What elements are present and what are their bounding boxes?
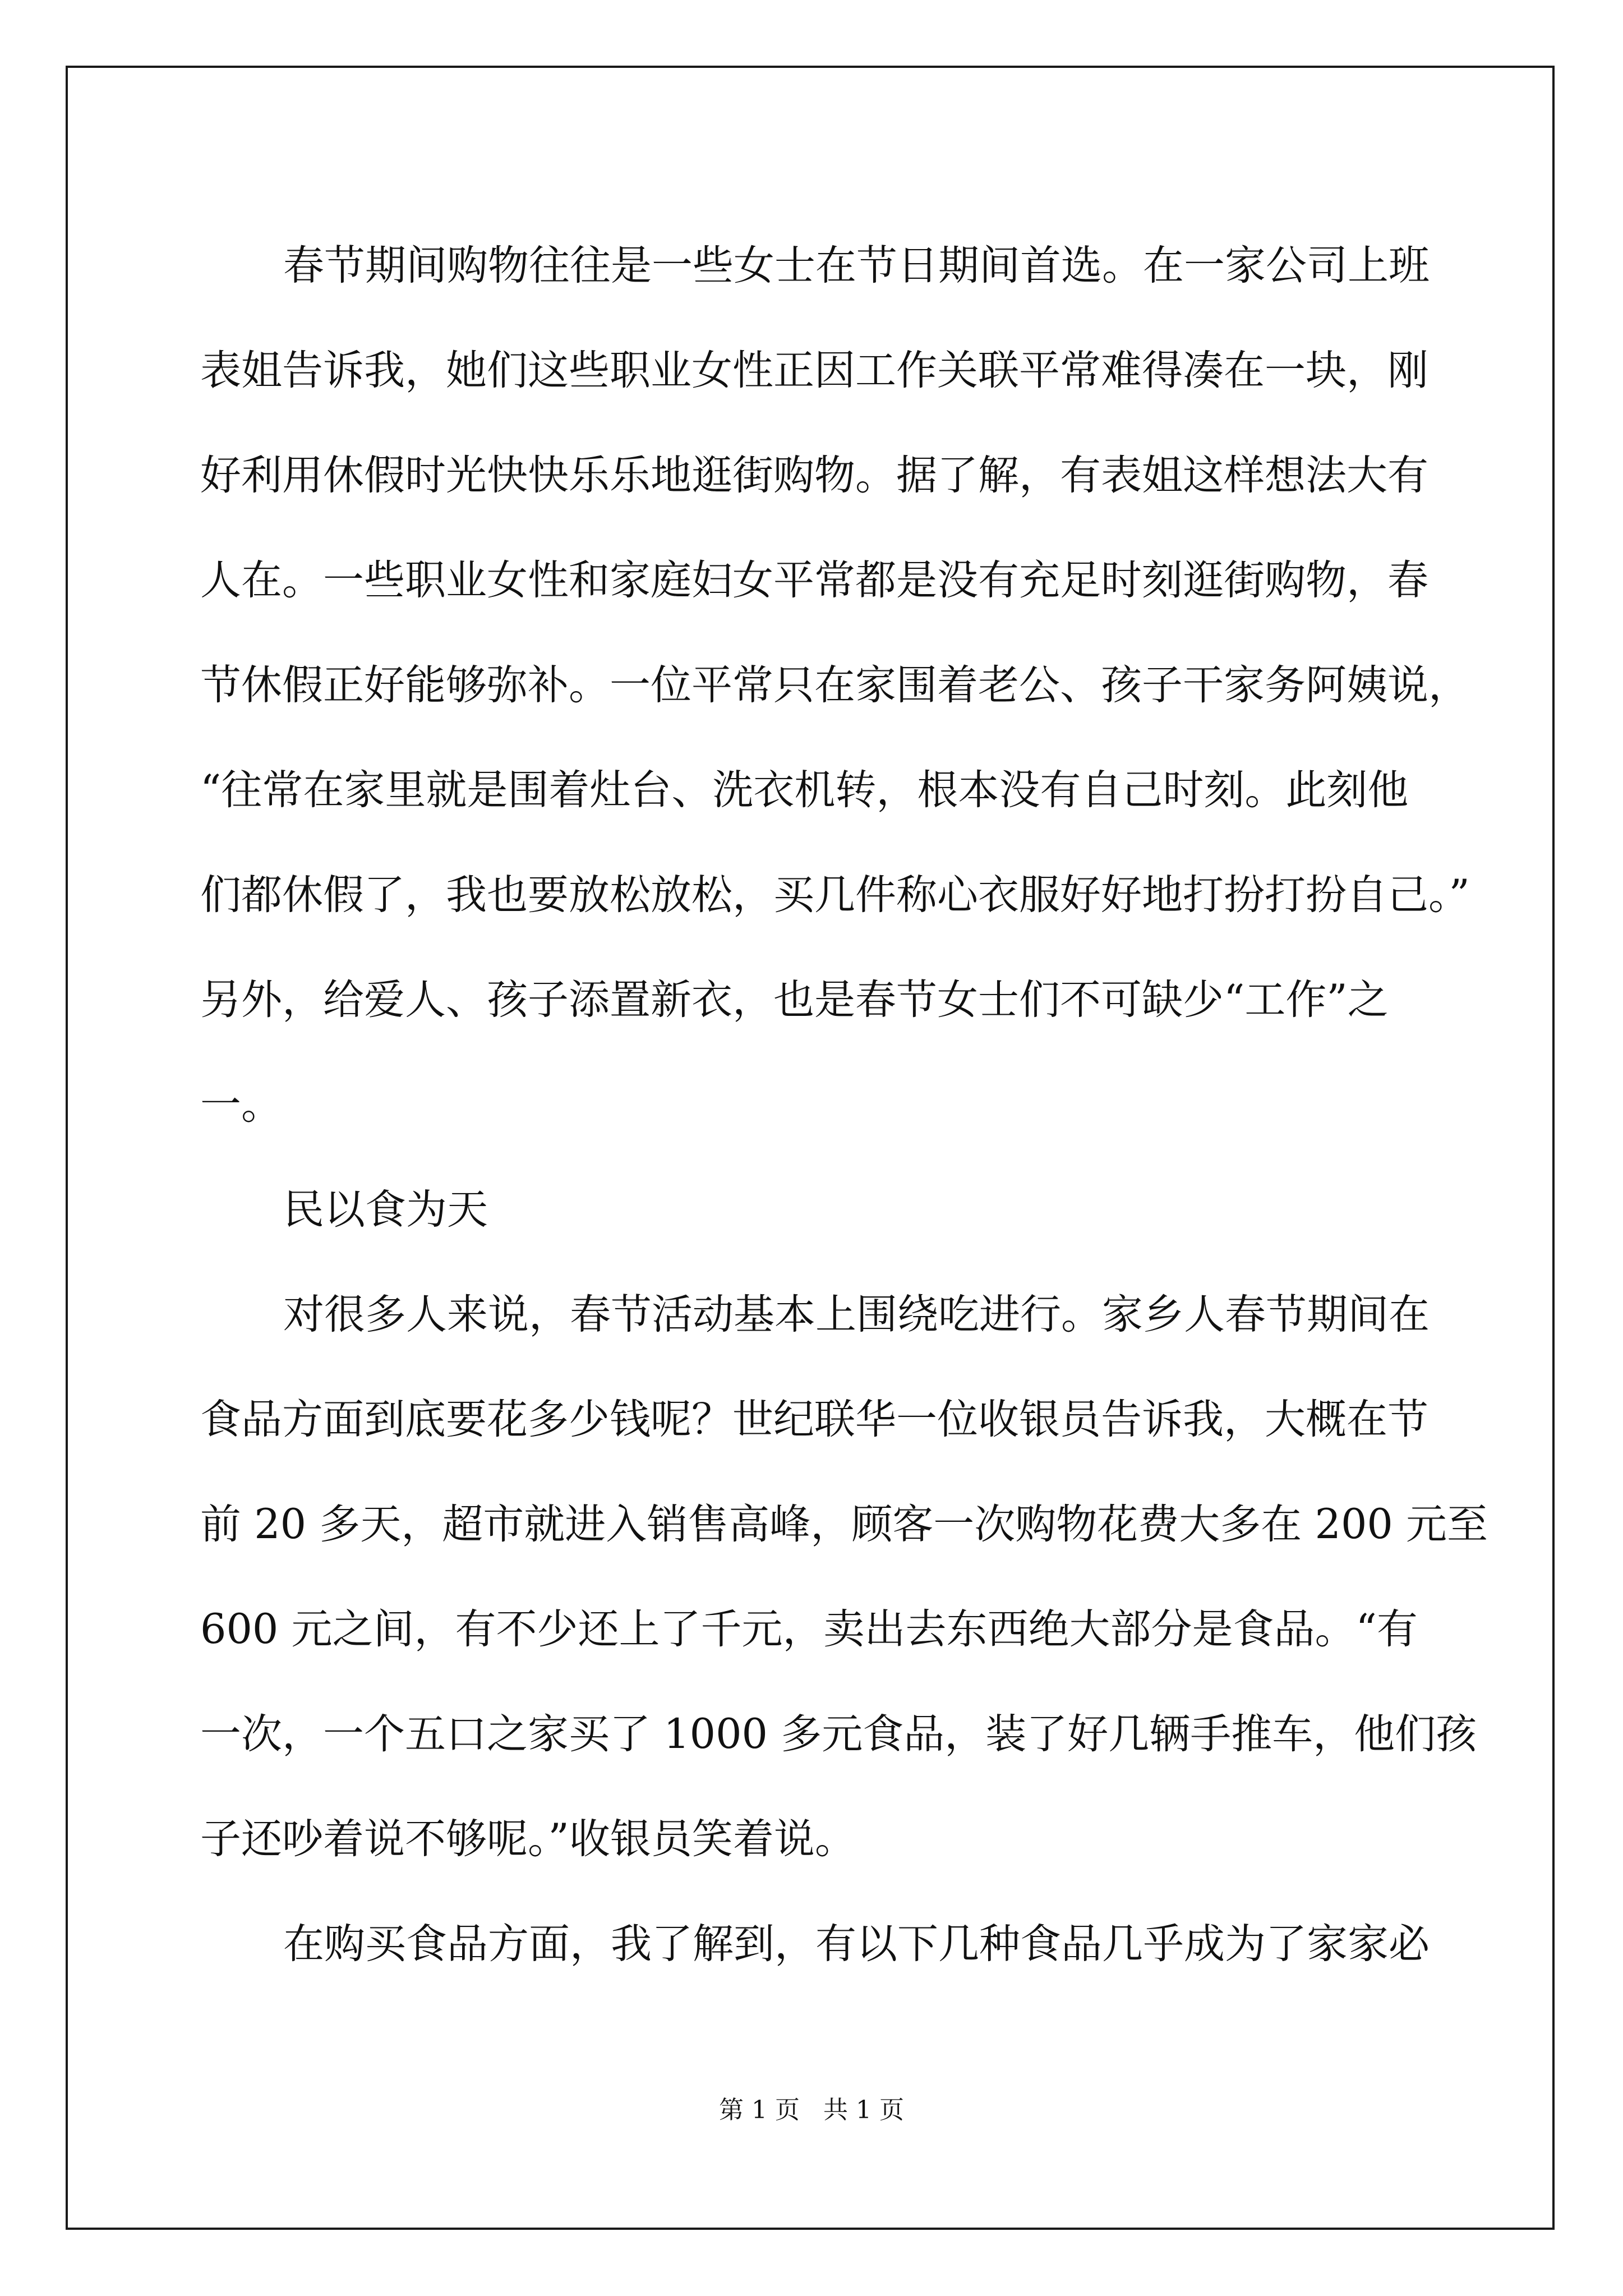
text-line: 一次，一个五口之家买了 1000 多元食品，装了好几辆手推车，他们孩	[200, 1710, 1477, 1758]
text-line: 们都休假了，我也要放松放松，买几件称心衣服好好地打扮打扮自己。”	[200, 871, 1470, 919]
text-line: 另外，给爱人、孩子添置新衣，也是春节女士们不可缺少“工作”之	[200, 976, 1389, 1024]
section-heading: 民以食为天	[283, 1186, 488, 1234]
text-line: 好利用休假时光快快乐乐地逛街购物。据了解，有表姐这样想法大有	[200, 452, 1428, 499]
text-line: “往常在家里就是围着灶台、洗衣机转，根本没有自己时刻。此刻他	[200, 766, 1409, 814]
text-line: 对很多人来说，春节活动基本上围绕吃进行。家乡人春节期间在	[283, 1291, 1430, 1338]
page-number: 第 1 页	[719, 2096, 800, 2124]
text-line: 人在。一些职业女性和家庭妇女平常都是没有充足时刻逛街购物，春	[200, 556, 1428, 604]
text-line: 食品方面到底要花多少钱呢？世纪联华一位收银员告诉我，大概在节	[200, 1396, 1428, 1443]
text-line: 表姐告诉我，她们这些职业女性正因工作关联平常难得凑在一块，刚	[200, 347, 1428, 394]
text-line: 在购买食品方面，我了解到，有以下几种食品几乎成为了家家必	[283, 1920, 1430, 1968]
text-line: 节休假正好能够弥补。一位平常只在家围着老公、孩子干家务阿姨说，	[200, 661, 1469, 709]
document-body	[200, 213, 1488, 1996]
text-line: 前 20 多天，超市就进入销售高峰，顾客一次购物花费大多在 200 元至	[200, 1501, 1488, 1548]
text-line: 子还吵着说不够呢。”收银员笑着说。	[200, 1815, 856, 1863]
text-line: 一。	[200, 1081, 282, 1129]
page-total: 共 1 页	[823, 2096, 904, 2124]
text-line: 600 元之间，有不少还上了千元，卖出去东西绝大部分是食品。“有	[200, 1605, 1418, 1653]
page-footer	[0, 2090, 1623, 2125]
text-line: 春节期间购物往往是一些女士在节日期间首选。在一家公司上班	[283, 242, 1430, 289]
